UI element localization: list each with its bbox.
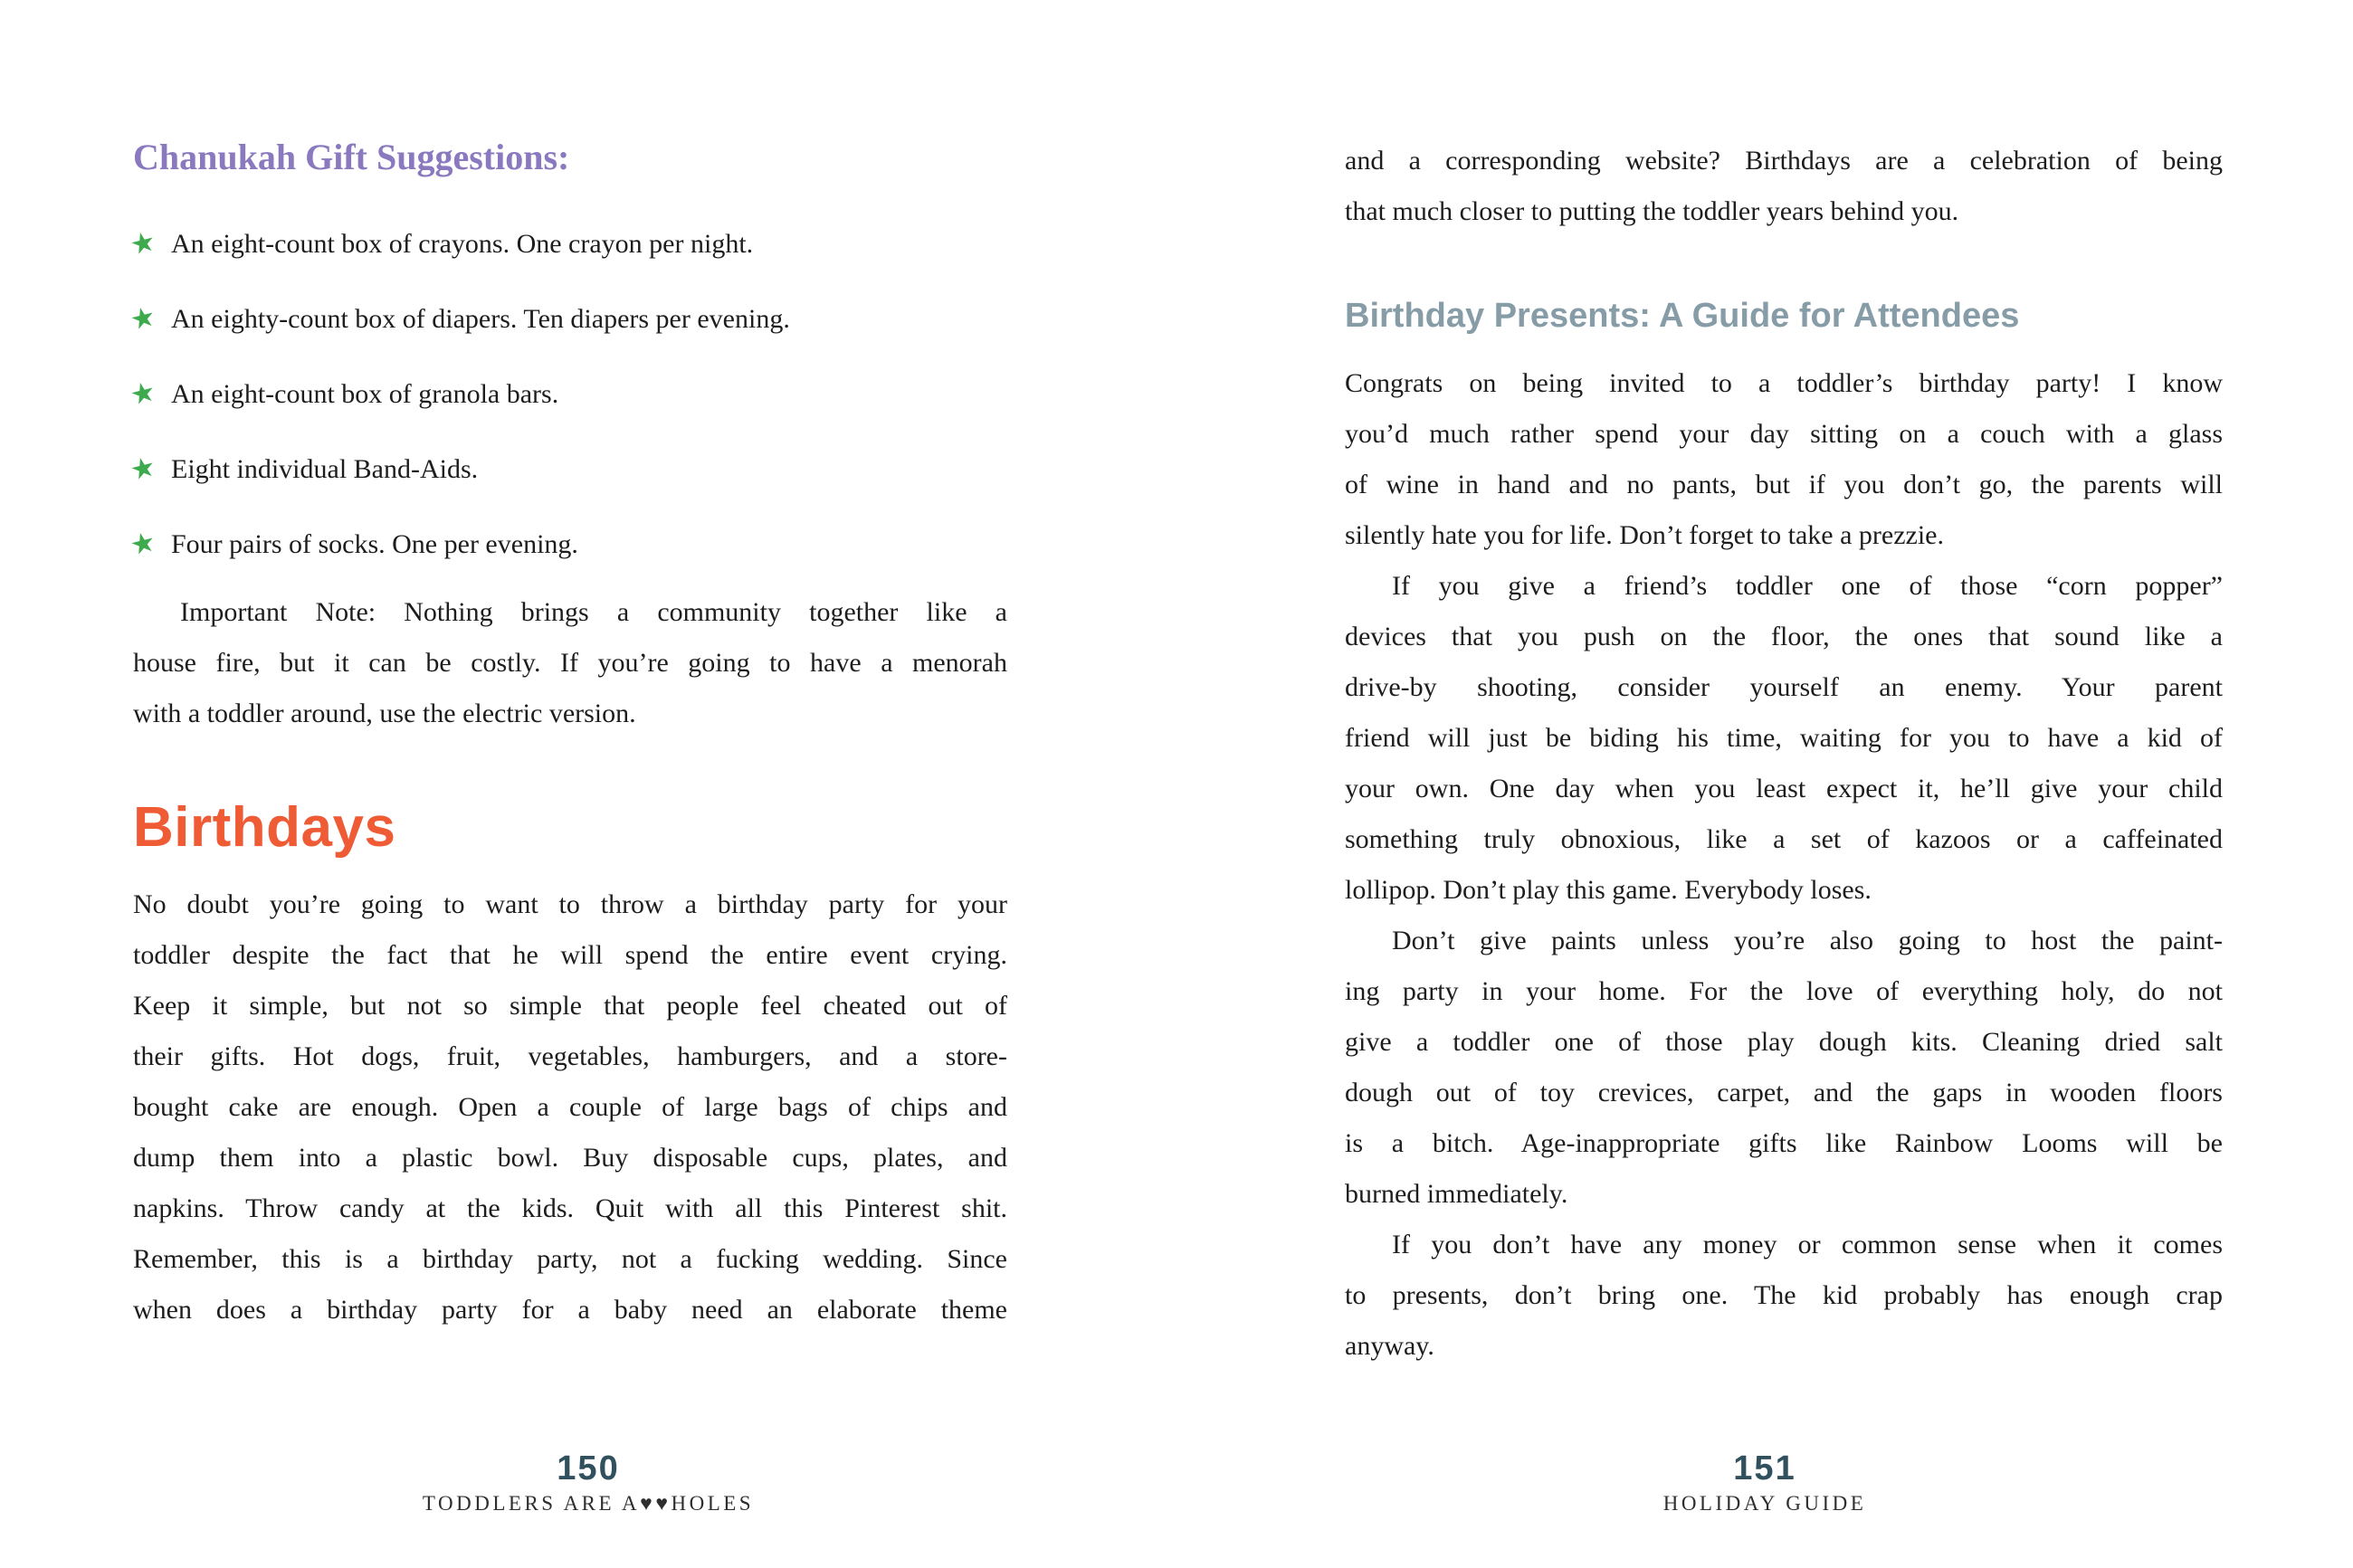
page-number: 151 [1733, 1449, 1796, 1487]
text-line: that much closer to putting the toddler years behind you. [1345, 196, 1959, 226]
text-line: dough out of toy crevices, carpet, and the gaps in wooden floors [1345, 1078, 2223, 1107]
star-bullet-icon: ★ [127, 299, 159, 337]
important-note-paragraph [133, 587, 1007, 739]
text-line: devices that you push on the floor, the ones that sound like a [1345, 622, 2223, 651]
star-bullet-icon: ★ [127, 224, 159, 262]
gift-suggestions-list [127, 219, 1007, 570]
text-line: with a toddler around, use the electric version. [133, 698, 636, 728]
text-line: house fire, but it can be costly. If you’re going to have a menorah [133, 648, 1007, 678]
text-line: If you give a friend’s toddler one of those “corn popper” [1392, 571, 2223, 601]
text-line: is a bitch. Age-inappropriate gifts like Rainbow Looms will be [1345, 1128, 2223, 1158]
text-line: Remember, this is a birthday party, not a fucking wedding. Since [133, 1244, 1007, 1274]
attendees-paragraph-4 [1345, 1220, 2223, 1372]
list-item-text: An eight-count box of granola bars. [171, 379, 559, 409]
text-line: and a corresponding website? Birthdays are a celebration of being [1345, 146, 2223, 176]
text-line: bought cake are enough. Open a couple of large bags of chips and [133, 1092, 1007, 1122]
attendees-paragraph-2 [1345, 561, 2223, 916]
text-line: something truly obnoxious, like a set of kazoos or a caffeinated [1345, 824, 2223, 854]
text-line: drive-by shooting, consider yourself an enemy. Your parent [1345, 672, 2223, 702]
list-item [127, 444, 1007, 495]
text-line: to presents, don’t bring one. The kid probably has enough crap [1345, 1280, 2223, 1310]
text-line: anyway. [1345, 1331, 1434, 1361]
list-item-text: An eighty-count box of diapers. Ten diapers per evening. [171, 304, 790, 334]
text-line: their gifts. Hot dogs, fruit, vegetables, hamburgers, and a store- [133, 1041, 1007, 1071]
page-150 [0, 0, 1176, 1568]
text-line: ing party in your home. For the love of everything holy, do not [1345, 976, 2223, 1006]
text-line: your own. One day when you least expect it, he’ll give your child [1345, 774, 2223, 803]
text-line: you’d much rather spend your day sitting on a couch with a glass [1345, 419, 2223, 449]
page-150-text-column [127, 136, 1007, 1335]
text-line: give a toddler one of those play dough kits. Cleaning dried salt [1345, 1027, 2223, 1057]
text-line: when does a birthday party for a baby need an elaborate theme [133, 1295, 1007, 1325]
list-item-text: An eight-count box of crayons. One crayon per night. [171, 229, 754, 259]
list-item [127, 294, 1007, 345]
page-151 [1176, 0, 2353, 1568]
running-footer-chapter-title: HOLIDAY GUIDE [1662, 1492, 1867, 1515]
text-line: friend will just be biding his time, waiting for you to have a kid of [1345, 723, 2223, 753]
text-line: Important Note: Nothing brings a community together like a [180, 597, 1007, 627]
birthday-presents-guide-heading: Birthday Presents: A Guide for Attendees [1345, 297, 2020, 335]
birthdays-paragraph [133, 879, 1007, 1335]
page-number: 150 [557, 1449, 620, 1487]
attendees-paragraph-1 [1345, 358, 2223, 561]
text-line: Congrats on being invited to a toddler’s birthday party! I know [1345, 368, 2223, 398]
birthdays-chapter-heading: Birthdays [133, 796, 396, 859]
text-line: burned immediately. [1345, 1179, 1568, 1209]
continuation-paragraph [1345, 136, 2223, 237]
text-line: of wine in hand and no pants, but if you don’t go, the parents will [1345, 470, 2223, 499]
list-item [127, 369, 1007, 420]
text-line: dump them into a plastic bowl. Buy disposable cups, plates, and [133, 1143, 1007, 1173]
text-line: napkins. Throw candy at the kids. Quit with all this Pinterest shit. [133, 1193, 1007, 1223]
list-item-text: Four pairs of socks. One per evening. [171, 529, 578, 559]
running-footer-book-title: TODDLERS ARE A♥♥HOLES [422, 1492, 755, 1515]
text-line: Keep it simple, but not so simple that people feel cheated out of [133, 991, 1007, 1021]
attendees-paragraph-3 [1345, 916, 2223, 1220]
list-item-text: Eight individual Band-Aids. [171, 454, 479, 484]
star-bullet-icon: ★ [127, 375, 159, 413]
page-151-text-column [1345, 136, 2223, 1372]
star-bullet-icon: ★ [127, 525, 159, 563]
text-line: Don’t give paints unless you’re also going to host the paint- [1392, 926, 2223, 955]
chanukah-gift-suggestions-heading: Chanukah Gift Suggestions: [133, 137, 570, 177]
text-line: If you don’t have any money or common sense when it comes [1392, 1230, 2223, 1259]
text-line: No doubt you’re going to want to throw a birthday party for your [133, 889, 1007, 919]
text-line: toddler despite the fact that he will spend the entire event crying. [133, 940, 1007, 970]
text-line: lollipop. Don’t play this game. Everybody loses. [1345, 875, 1872, 905]
list-item [127, 219, 1007, 270]
list-item [127, 519, 1007, 570]
text-line: silently hate you for life. Don’t forget to take a prezzie. [1345, 520, 1944, 550]
star-bullet-icon: ★ [127, 450, 159, 488]
